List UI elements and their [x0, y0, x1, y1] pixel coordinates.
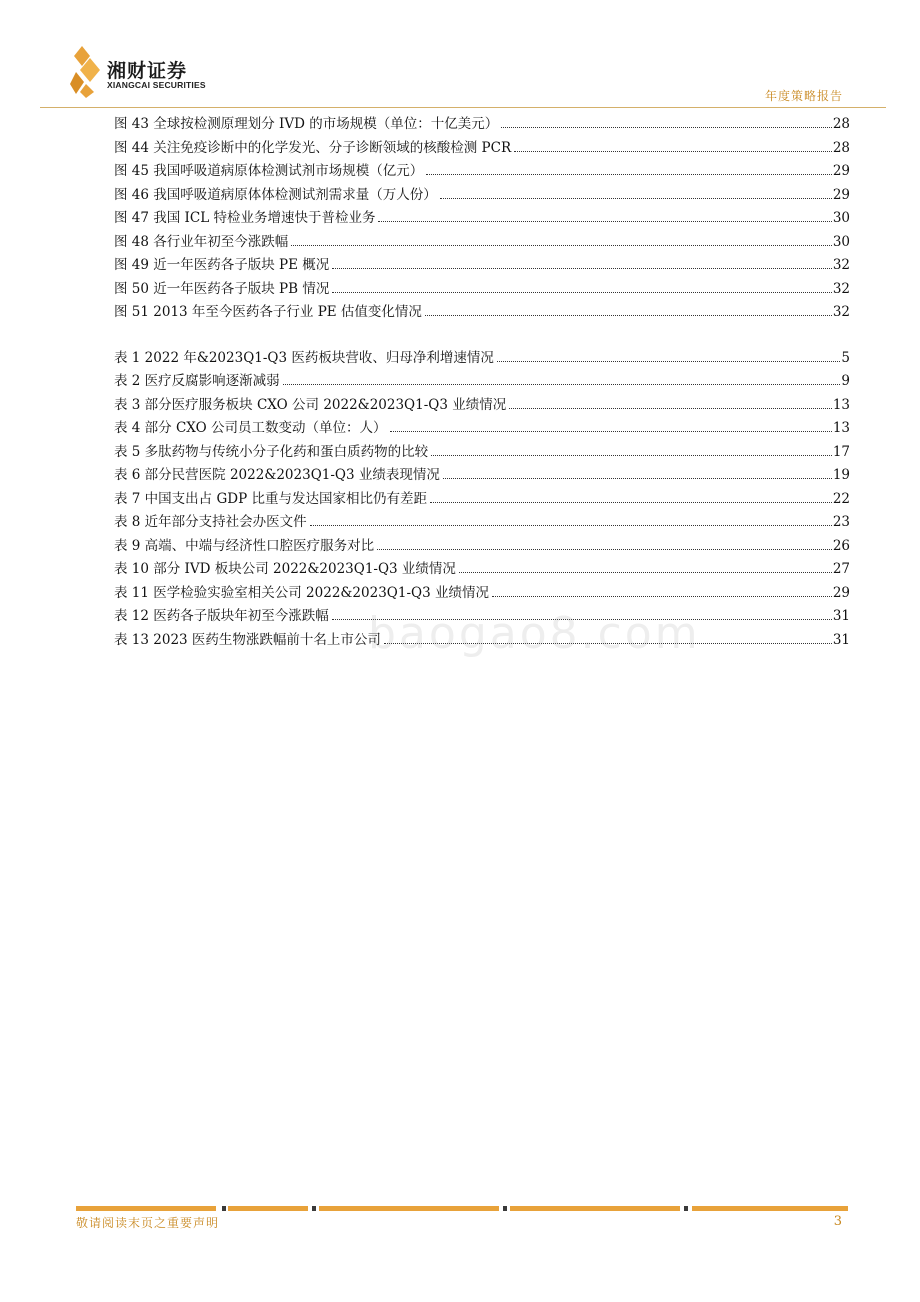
toc-entry-label: 图 44 关注免疫诊断中的化学发光、分子诊断领域的核酸检测 PCR	[114, 139, 512, 156]
toc-entry-label: 表 13 2023 医药生物涨跌幅前十名上市公司	[114, 631, 381, 648]
toc-leader-dots	[459, 572, 832, 573]
toc-entry-label: 图 49 近一年医药各子版块 PE 概况	[114, 257, 330, 273]
toc-entry-page: 22	[832, 490, 850, 507]
toc-entry-label: 表 6 部分民营医院 2022&2023Q1-Q3 业绩表现情况	[114, 467, 440, 483]
toc-entry-label: 表 10 部分 IVD 板块公司 2022&2023Q1-Q3 业绩情况	[114, 561, 456, 577]
page-number: 3	[833, 1214, 842, 1229]
toc-entry-page: 28	[832, 116, 850, 132]
toc-entry-label: 表 1 2022 年&2023Q1-Q3 医药板块营收、归母净利增速情况	[114, 349, 494, 366]
table-list	[114, 347, 850, 653]
toc-entry-page: 32	[832, 280, 850, 297]
table-of-contents	[114, 113, 850, 652]
toc-entry-page: 29	[832, 186, 850, 203]
toc-figure-row[interactable]	[114, 207, 850, 231]
toc-leader-dots	[332, 268, 832, 269]
toc-figure-row[interactable]	[114, 113, 850, 137]
toc-entry-label: 表 9 高端、中端与经济性口腔医疗服务对比	[114, 537, 375, 554]
toc-entry-label: 表 4 部分 CXO 公司员工数变动（单位：人）	[114, 420, 387, 436]
toc-entry-label: 表 7 中国支出占 GDP 比重与发达国家相比仍有差距	[114, 490, 427, 507]
toc-table-row[interactable]	[114, 558, 850, 582]
toc-entry-page: 32	[832, 257, 850, 273]
toc-figure-row[interactable]	[114, 254, 850, 278]
toc-entry-page: 9	[841, 373, 850, 389]
toc-leader-dots	[443, 478, 832, 479]
toc-entry-label: 表 8 近年部分支持社会办医文件	[114, 514, 307, 530]
toc-entry-label: 图 45 我国呼吸道病原体检测试剂市场规模（亿元）	[114, 163, 424, 179]
toc-entry-page: 30	[832, 210, 850, 226]
toc-leader-dots	[431, 455, 832, 456]
toc-entry-page: 29	[832, 163, 850, 179]
xiangcai-logo-icon	[70, 46, 104, 98]
toc-leader-dots	[440, 198, 832, 199]
toc-entry-label: 表 11 医学检验实验室相关公司 2022&2023Q1-Q3 业绩情况	[114, 584, 489, 601]
toc-leader-dots	[377, 549, 832, 550]
toc-entry-page: 27	[832, 561, 850, 577]
toc-entry-label: 表 3 部分医疗服务板块 CXO 公司 2022&2023Q1-Q3 业绩情况	[114, 396, 507, 413]
toc-entry-page: 31	[832, 631, 850, 648]
toc-table-row[interactable]	[114, 464, 850, 488]
toc-leader-dots	[514, 151, 832, 152]
toc-figure-row[interactable]	[114, 184, 850, 208]
toc-table-row[interactable]	[114, 441, 850, 465]
toc-entry-page: 28	[832, 139, 850, 156]
toc-table-row[interactable]	[114, 511, 850, 535]
page-header	[0, 0, 920, 110]
toc-leader-dots	[430, 502, 832, 503]
toc-entry-label: 图 48 各行业年初至今涨跌幅	[114, 233, 289, 250]
toc-leader-dots	[310, 525, 832, 526]
brand-name-en: XIANGCAI SECURITIES	[107, 80, 206, 90]
toc-entry-page: 32	[832, 304, 850, 320]
toc-figure-row[interactable]	[114, 160, 850, 184]
toc-table-row[interactable]	[114, 370, 850, 394]
toc-entry-label: 表 2 医疗反腐影响逐渐减弱	[114, 373, 280, 389]
list-gap	[114, 325, 850, 347]
toc-figure-row[interactable]	[114, 137, 850, 161]
figure-list	[114, 113, 850, 325]
document-type: 年度策略报告	[764, 89, 843, 103]
toc-leader-dots	[425, 315, 832, 316]
toc-entry-page: 5	[841, 349, 850, 366]
toc-leader-dots	[378, 221, 831, 222]
toc-leader-dots	[332, 292, 831, 293]
toc-leader-dots	[426, 174, 832, 175]
toc-entry-label: 图 43 全球按检测原理划分 IVD 的市场规模（单位：十亿美元）	[114, 116, 499, 132]
footer-bar	[76, 1206, 848, 1211]
toc-leader-dots	[291, 245, 832, 246]
toc-leader-dots	[509, 408, 832, 409]
toc-entry-page: 19	[832, 467, 850, 483]
toc-entry-page: 26	[832, 537, 850, 554]
toc-entry-label: 图 47 我国 ICL 特检业务增速快于普检业务	[114, 210, 376, 226]
toc-figure-row[interactable]	[114, 301, 850, 325]
toc-entry-page: 23	[832, 514, 850, 530]
toc-entry-label: 图 51 2013 年至今医药各子行业 PE 估值变化情况	[114, 304, 422, 320]
toc-figure-row[interactable]	[114, 231, 850, 255]
toc-table-row[interactable]	[114, 394, 850, 418]
toc-table-row[interactable]	[114, 417, 850, 441]
toc-entry-page: 29	[832, 584, 850, 601]
toc-leader-dots	[501, 127, 832, 128]
toc-figure-row[interactable]	[114, 278, 850, 302]
toc-entry-label: 图 46 我国呼吸道病原体体检测试剂需求量（万人份）	[114, 186, 437, 203]
brand-name-cn: 湘财证券	[107, 60, 188, 82]
toc-entry-label: 表 5 多肽药物与传统小分子化药和蛋白质药物的比较	[114, 443, 429, 460]
toc-leader-dots	[390, 431, 832, 432]
toc-leader-dots	[497, 361, 841, 362]
toc-table-row[interactable]	[114, 582, 850, 606]
toc-entry-page: 13	[832, 420, 850, 436]
toc-entry-page: 31	[832, 608, 850, 624]
toc-table-row[interactable]	[114, 347, 850, 371]
toc-entry-page: 13	[832, 396, 850, 413]
header-divider	[40, 107, 886, 108]
footer-disclaimer: 敬请阅读末页之重要声明	[76, 1216, 220, 1230]
toc-entry-page: 17	[832, 443, 850, 460]
toc-entry-label: 图 50 近一年医药各子版块 PB 情况	[114, 280, 330, 297]
toc-table-row[interactable]	[114, 488, 850, 512]
toc-leader-dots	[492, 596, 832, 597]
toc-table-row[interactable]	[114, 535, 850, 559]
toc-entry-page: 30	[832, 233, 850, 250]
toc-leader-dots	[283, 384, 841, 385]
watermark: baogao8.com	[368, 608, 701, 659]
toc-entry-label: 表 12 医药各子版块年初至今涨跌幅	[114, 608, 329, 624]
